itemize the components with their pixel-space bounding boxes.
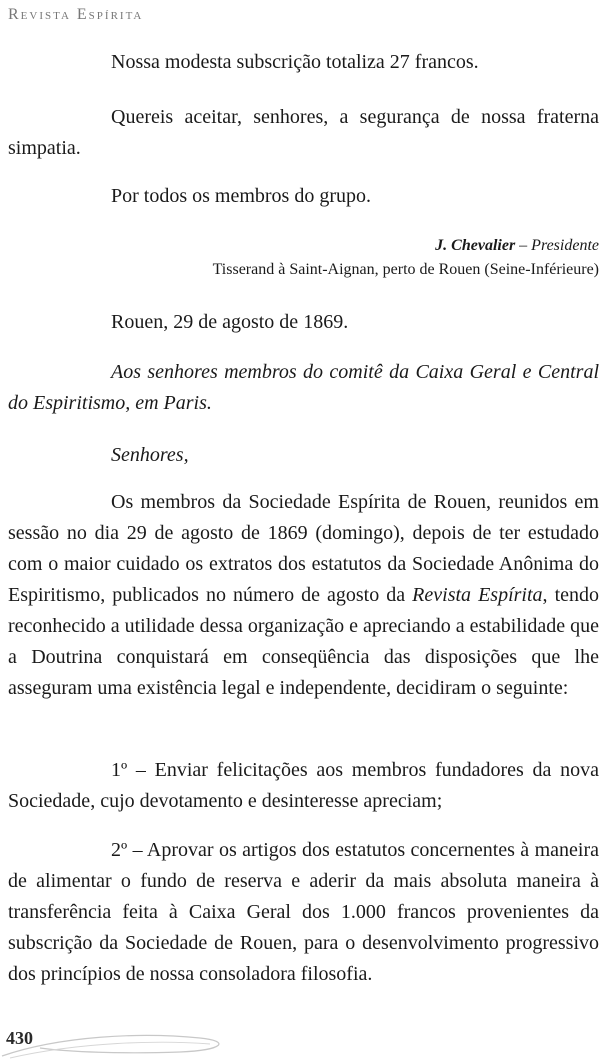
signature-location: Tisserand à Saint-Aignan, perto de Rouen (Seine-Inférieure) <box>212 261 599 278</box>
item-2-text: – Aprovar os artigos dos estatutos concernentes à maneira de alimentar o fundo de reserva e aderir da mais absoluta maneira à transferência feita à Caixa Geral dos 1.000 francos provenientes da subscrição da Sociedade de Rouen, para o desenvolvimento progressivo dos princípios de nossa consoladora filosofia. <box>8 839 599 985</box>
body-journal-title: Revista Espírita <box>412 584 543 606</box>
signature-line <box>213 234 599 258</box>
paragraph-item-1 <box>8 755 599 817</box>
signature-role: Presidente <box>531 237 599 254</box>
page-ornament-swoosh <box>0 1026 260 1060</box>
paragraph-sympathy: Quereis aceitar, senhores, a segurança de nossa fraterna simpatia. <box>8 106 599 159</box>
paragraph-body <box>8 487 599 704</box>
signature-dash: – <box>515 237 532 254</box>
item-1-number: 1º <box>111 759 128 781</box>
item-1-text: – Enviar felicitações aos membros fundadores da nova Sociedade, cujo devotamento e desinteresse apreciam; <box>8 759 599 812</box>
paragraph-salutation: Senhores, <box>111 444 189 466</box>
paragraph-subscription: Nossa modesta subscrição totaliza 27 francos. <box>111 51 479 73</box>
running-head: Revista Espírita <box>8 6 144 23</box>
paragraph-date: Rouen, 29 de agosto de 1869. <box>111 311 349 333</box>
page-number: 430 <box>6 1028 33 1048</box>
item-2-number: 2º <box>111 839 128 861</box>
paragraph-item-2 <box>8 835 599 990</box>
signature-name: J. Chevalier <box>435 237 516 254</box>
body-text-end: , tendo reconhecido a utilidade dessa organização e apreciando a estabilidade que a Doutrina conquistará em conseqüência das disposições que lhe asseguram uma existência legal e independente, decidiram o seguinte: <box>8 584 600 699</box>
paragraph-address: Aos senhores membros do comitê da Caixa Geral e Central do Espiritismo, em Paris. <box>8 361 599 414</box>
signature <box>213 234 599 282</box>
body-text-start: Os membros da Sociedade Espírita de Rouen, reunidos em sessão no dia 29 de agosto de 1869 (domingo), depois de ter estudado com o maior cuidado os extratos dos estatutos da Sociedade Anônima do Espiritismo, publicados no número de agosto da <box>8 491 599 606</box>
paragraph-group: Por todos os membros do grupo. <box>111 185 371 207</box>
